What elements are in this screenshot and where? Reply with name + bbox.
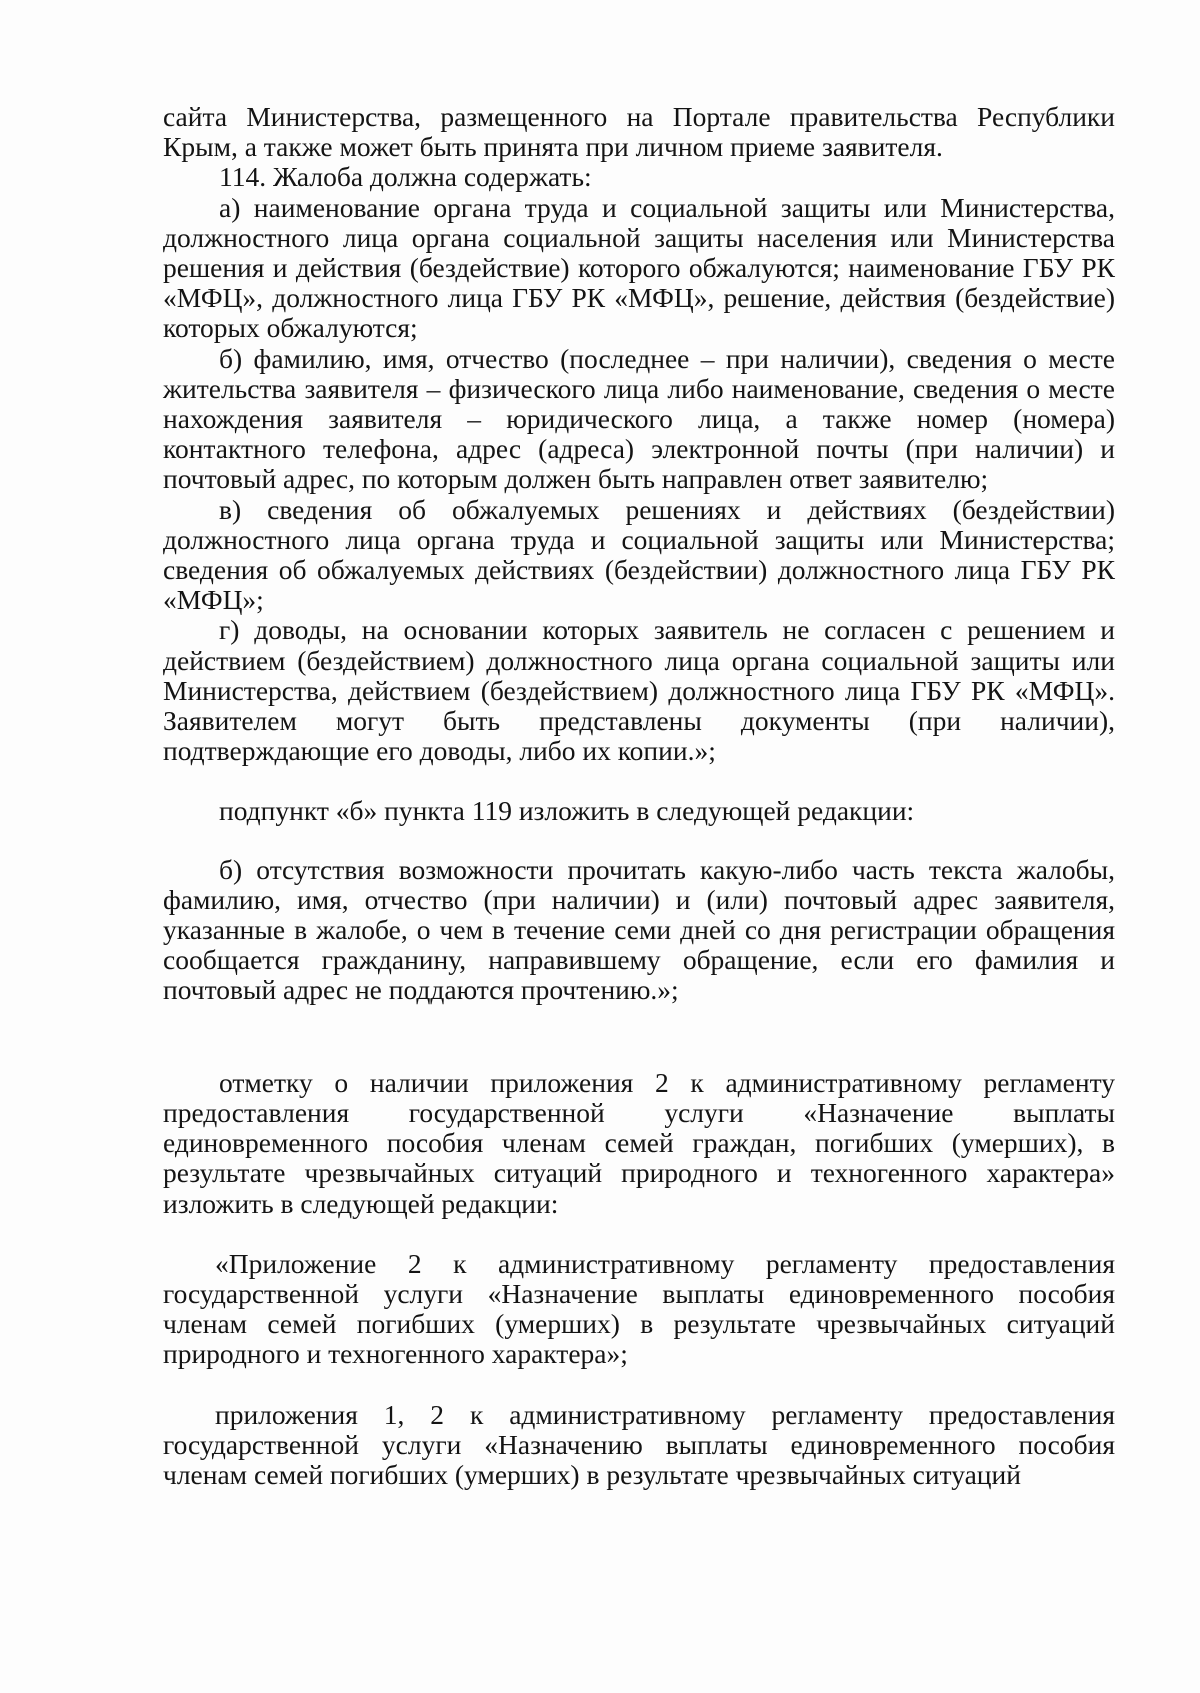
paragraph-subitem-v: в) сведения об обжалуемых решениях и действиях (бездействии) должностного лица органа труда и социальной защиты или Министерства; сведения об обжалуемых действиях (бездействии) должностного лица ГБУ РК «МФЦ»; xyxy=(163,493,1115,616)
document-body xyxy=(163,102,1115,1490)
paragraph-amendment-119: подпункт «б» пункта 119 изложить в следующей редакции: xyxy=(219,795,915,827)
paragraph-item-114: 114. Жалоба должна содержать: xyxy=(219,161,592,193)
paragraph-appendix-note: отметку о наличии приложения 2 к административному регламенту предоставления государственной услуги «Назначение выплаты единовременного пособия членам семей граждан, погибших (умерших), в результате чрезвычайных ситуаций природного и техногенного характера» изложить в следующей редакции: xyxy=(163,1066,1115,1219)
paragraph-continuation: сайта Министерства, размещенного на Портале правительства Республики Крым, а также может быть принята при личном приеме заявителя. xyxy=(163,101,1115,163)
paragraph-subitem-b-new: б) отсутствия возможности прочитать какую-либо часть текста жалобы, фамилию, имя, отчество (при наличии) и (или) почтовый адрес заявителя, указанные в жалобе, о чем в течение семи дней со дня регистрации обращения сообщается гражданину, направившему обращение, если его фамилия и почтовый адрес не поддаются прочтению.»; xyxy=(163,853,1115,1006)
paragraph-subitem-g: г) доводы, на основании которых заявитель не согласен с решением и действием (бездействием) должностного лица органа социальной защиты или Министерства, действием (бездействием) должностного лица ГБУ РК «МФЦ». Заявителем могут быть представлены документы (при наличии), подтверждающие его доводы, либо их копии.»; xyxy=(163,614,1115,767)
paragraph-subitem-a: а) наименование органа труда и социальной защиты или Министерства, должностного лица органа социальной защиты населения или Министерства решения и действия (бездействие) которого обжалуются; наименование ГБУ РК «МФЦ», должностного лица ГБУ РК «МФЦ», решение, действия (бездействие) которых обжалуются; xyxy=(163,191,1115,344)
paragraph-appendix-2-title: «Приложение 2 к административному регламенту предоставления государственной услуги «Назначение выплаты единовременного пособия членам семей погибших (умерших) в результате чрезвычайных ситуаций природного и техногенного характера»; xyxy=(163,1247,1115,1370)
paragraph-subitem-b: б) фамилию, имя, отчество (последнее – при наличии), сведения о месте жительства заявителя – физического лица либо наименование, сведения о месте нахождения заявителя – юридического лица, а также номер (номера) контактного телефона, адрес (адреса) электронной почты (при наличии) и почтовый адрес, по которым должен быть направлен ответ заявителю; xyxy=(163,342,1115,495)
paragraph-appendices-1-2: приложения 1, 2 к административному регламенту предоставления государственной услуги «Назначению выплаты единовременного пособия членам семей погибших (умерших) в результате чрезвычайных ситуаций xyxy=(163,1398,1115,1490)
